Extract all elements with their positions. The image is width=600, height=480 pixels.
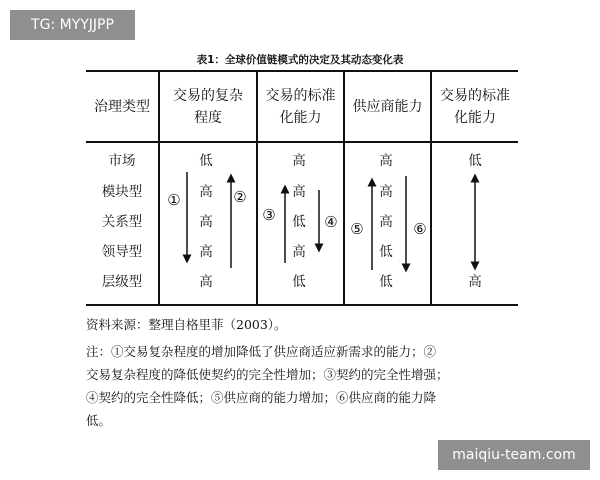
header-codification-ability-line2: 化能力 (279, 110, 322, 126)
row-label-relational: 关系型 (101, 214, 143, 230)
cell-complexity-hierarchy: 高 (199, 274, 213, 290)
note-line-2: 交易复杂程度的降低使契约的完全性增加；③契约的完全性增强； (86, 367, 449, 382)
row-label-market: 市场 (108, 153, 136, 169)
cell-complexity-relational: 高 (199, 214, 213, 230)
cell-codification2-market: 低 (468, 153, 482, 169)
watermark-bottom-text: maiqiu-team.com (452, 447, 576, 463)
row-label-modular: 模块型 (101, 184, 143, 200)
note-line-4: 低。 (86, 413, 112, 428)
cell-codification-modular: 高 (292, 184, 306, 200)
marker-2: ② (233, 188, 247, 206)
header-codification-ability-2-line1: 交易的标准 (440, 88, 510, 104)
cell-codification-relational: 低 (292, 214, 306, 230)
watermark-top-text: TG: MYYJJPP (31, 17, 114, 33)
note-line-1: 注：①交易复杂程度的增加降低了供应商适应新需求的能力；② (86, 344, 437, 359)
note-line-3: ④契约的完全性降低；⑤供应商的能力增加；⑥供应商的能力降 (86, 390, 437, 405)
source-line: 资料来源：整理自格里菲（2003）。 (86, 317, 287, 332)
header-codification-ability-2-line2: 化能力 (454, 110, 496, 126)
cell-supplier-hierarchy: 低 (379, 274, 393, 290)
row-label-captive: 领导型 (101, 244, 143, 260)
marker-1: ① (167, 191, 181, 209)
header-transaction-complexity-line1: 交易的复杂 (173, 88, 243, 104)
cell-codification-captive: 高 (292, 244, 306, 260)
table-title: 表1：全球价值链模式的决定及其动态变化表 (196, 54, 404, 66)
cell-codification-market: 高 (292, 153, 306, 169)
header-governance-type: 治理类型 (94, 99, 150, 115)
cell-supplier-modular: 高 (379, 184, 393, 200)
cell-supplier-market: 高 (379, 153, 393, 169)
cell-complexity-captive: 高 (199, 244, 213, 260)
header-supplier-capability: 供应商能力 (352, 99, 423, 115)
header-transaction-complexity-line2: 程度 (194, 110, 222, 126)
row-label-hierarchy: 层级型 (101, 274, 143, 290)
cell-codification2-hierarchy: 高 (468, 274, 482, 290)
watermark-bottom-badge (438, 440, 590, 470)
marker-3: ③ (262, 206, 276, 224)
cell-supplier-captive: 低 (379, 244, 393, 260)
marker-6: ⑥ (413, 220, 427, 238)
cell-codification-hierarchy: 低 (292, 274, 306, 290)
marker-5: ⑤ (350, 220, 364, 238)
cell-supplier-relational: 高 (379, 214, 393, 230)
cell-complexity-modular: 高 (199, 184, 213, 200)
cell-complexity-market: 低 (199, 153, 213, 169)
marker-4: ④ (324, 213, 338, 231)
header-codification-ability-line1: 交易的标准 (265, 88, 336, 104)
